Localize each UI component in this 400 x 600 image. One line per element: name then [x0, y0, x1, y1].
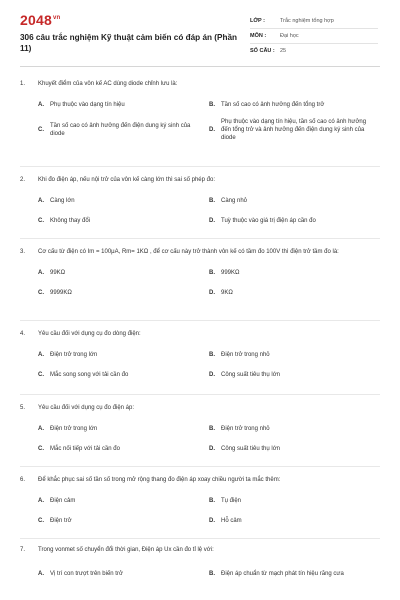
option-text: Công suất tiêu thụ lớn: [221, 446, 280, 452]
option-text: Mắc song song với tải cần đo: [50, 372, 129, 378]
question-3: [20, 248, 380, 303]
option-b[interactable]: [209, 95, 380, 115]
question-stem: [20, 176, 380, 185]
question-6: [20, 476, 380, 531]
option-text: Tần số cao có ảnh hưởng đến tổng trở: [221, 102, 325, 108]
question-number: 4.: [20, 331, 26, 337]
option-d[interactable]: [209, 439, 380, 459]
option-letter: D.: [209, 372, 215, 378]
option-letter: B.: [209, 270, 215, 276]
meta-label: LỚP :: [250, 18, 265, 24]
option-letter: A.: [38, 571, 44, 577]
meta-row-count: [250, 44, 378, 58]
option-letter: C.: [38, 446, 44, 452]
option-text: Càng lớn: [50, 198, 75, 204]
option-text: 9KΩ: [221, 290, 233, 296]
meta-label: MÔN :: [250, 33, 267, 39]
option-list: [38, 345, 380, 385]
question-7: [20, 546, 380, 589]
question-number: 5.: [20, 405, 26, 411]
question-2: [20, 176, 380, 231]
option-d[interactable]: [209, 115, 380, 145]
question-stem: [20, 330, 380, 339]
option-text: Hỗ cảm: [221, 518, 242, 524]
question-stem: [20, 476, 380, 485]
option-text: Vị trí con trượt trên biến trở: [50, 571, 123, 577]
question-text: Để khắc phục sai số tần số trong mở rộng thang đo điện áp xoay chiều người ta mắc thêm:: [38, 477, 281, 483]
question-5: [20, 404, 380, 459]
option-d[interactable]: [209, 211, 380, 231]
option-a[interactable]: [38, 345, 209, 365]
question-1: [20, 80, 380, 145]
option-text: Điện trở trong lớn: [50, 426, 98, 432]
option-b[interactable]: [209, 263, 380, 283]
option-letter: A.: [38, 498, 44, 504]
option-c[interactable]: [38, 439, 209, 459]
option-list: [38, 263, 380, 303]
question-number: 3.: [20, 249, 26, 255]
option-d[interactable]: [209, 365, 380, 385]
document-title: 306 câu trắc nghiệm Kỹ thuật cảm biến có đáp án (Phần 11): [20, 33, 238, 53]
option-list: [38, 559, 380, 589]
option-text: Phụ thuộc vào dạng tín hiệu: [50, 102, 125, 108]
option-a[interactable]: [38, 263, 209, 283]
logo-text: 2048: [20, 12, 52, 28]
option-letter: A.: [38, 352, 44, 358]
question-text: Khi đo điện áp, nếu nội trở của vôn kế càng lớn thì sai số phép đo:: [38, 177, 215, 183]
option-text: Mắc nối tiếp với tải cần đo: [50, 446, 120, 452]
question-text: Yêu cầu đối với dụng cụ đo dòng điện:: [38, 331, 141, 337]
option-text: Điện trở: [50, 518, 72, 524]
option-letter: B.: [209, 198, 215, 204]
option-a[interactable]: [38, 419, 209, 439]
option-text: Điện trở trong nhỏ: [221, 426, 270, 432]
option-d[interactable]: [209, 511, 380, 531]
option-letter: D.: [209, 446, 215, 452]
question-number: 1.: [20, 81, 26, 87]
option-letter: B.: [209, 498, 215, 504]
option-text: Không thay đổi: [50, 218, 91, 224]
option-text: Phụ thuộc vào dạng tín hiệu, tần số cao có ảnh hưởng đến tổng trở và ảnh hưởng đến điện dung ký sinh của diode: [221, 119, 367, 141]
option-letter: B.: [209, 571, 215, 577]
question-text: Trong vonmet số chuyển đổi thời gian, Điện áp Ux cần đo tỉ lệ với:: [38, 547, 214, 553]
option-c[interactable]: [38, 283, 209, 303]
option-b[interactable]: [209, 491, 380, 511]
meta-value: Trắc nghiệm tổng hợp: [280, 18, 334, 24]
option-letter: A.: [38, 426, 44, 432]
option-text: Điện cảm: [50, 498, 76, 504]
option-list: [38, 491, 380, 531]
option-text: 99KΩ: [50, 270, 66, 276]
option-list: [38, 419, 380, 459]
option-text: Điện trở trong nhỏ: [221, 352, 270, 358]
question-divider: [20, 394, 380, 395]
question-number: 6.: [20, 477, 26, 483]
option-letter: C.: [38, 127, 44, 133]
option-letter: C.: [38, 290, 44, 296]
option-letter: A.: [38, 102, 44, 108]
option-b[interactable]: [209, 191, 380, 211]
question-text: Cơ cấu từ điện có Im = 100μA, Rm= 1KΩ , để cơ cấu này trở thành vôn kế có tầm đo 100V thì điện trở tầm đo là:: [38, 249, 339, 255]
option-letter: A.: [38, 198, 44, 204]
question-divider: [20, 466, 380, 467]
option-letter: A.: [38, 270, 44, 276]
option-letter: D.: [209, 218, 215, 224]
option-c[interactable]: [38, 365, 209, 385]
question-stem: [20, 546, 380, 555]
option-letter: D.: [209, 290, 215, 296]
option-text: Điện trở trong lớn: [50, 352, 98, 358]
option-a[interactable]: [38, 95, 209, 115]
option-letter: C.: [38, 518, 44, 524]
option-text: 999KΩ: [221, 270, 240, 276]
option-letter: D.: [209, 127, 215, 133]
question-divider: [20, 538, 380, 539]
logo-suffix: vn: [52, 15, 61, 22]
option-text: Tần số cao có ảnh hưởng đến điện dung ký sinh của diode: [50, 123, 191, 137]
option-letter: B.: [209, 102, 215, 108]
question-stem: [20, 404, 380, 413]
site-logo[interactable]: [20, 12, 60, 28]
option-text: Công suất tiêu thụ lớn: [221, 372, 280, 378]
option-a[interactable]: [38, 491, 209, 511]
option-b[interactable]: [209, 419, 380, 439]
meta-row-class: [250, 14, 378, 29]
option-letter: C.: [38, 218, 44, 224]
question-divider: [20, 238, 380, 239]
question-number: 7.: [20, 547, 26, 553]
question-divider: [20, 320, 380, 321]
option-letter: B.: [209, 352, 215, 358]
question-4: [20, 330, 380, 385]
option-c[interactable]: [38, 211, 209, 231]
option-b[interactable]: [209, 345, 380, 365]
document-meta: [250, 14, 378, 58]
question-stem: [20, 80, 380, 89]
option-letter: D.: [209, 518, 215, 524]
header-divider: [20, 66, 380, 67]
meta-row-subject: [250, 29, 378, 44]
option-a[interactable]: [38, 559, 209, 589]
option-text: Điện áp chuẩn từ mạch phát tín hiệu răng cưa: [221, 571, 344, 577]
option-text: 9999KΩ: [50, 290, 72, 296]
option-list: [38, 95, 380, 145]
option-c[interactable]: [38, 511, 209, 531]
meta-value: Đại học: [280, 33, 299, 39]
option-b[interactable]: [209, 559, 380, 589]
option-list: [38, 191, 380, 231]
option-text: Càng nhỏ: [221, 198, 248, 204]
question-text: Khuyết điểm của vôn kế AC dùng diode chỉnh lưu là:: [38, 81, 178, 87]
option-letter: C.: [38, 372, 44, 378]
option-letter: B.: [209, 426, 215, 432]
option-c[interactable]: [38, 115, 209, 145]
option-text: Tụ điện: [221, 498, 242, 504]
option-text: Tuỳ thuộc vào giá trị điện áp cần đo: [221, 218, 316, 224]
question-divider: [20, 166, 380, 167]
question-stem: [20, 248, 380, 257]
option-a[interactable]: [38, 191, 209, 211]
question-number: 2.: [20, 177, 26, 183]
question-text: Yêu cầu đối với dụng cụ đo điện áp:: [38, 405, 135, 411]
option-d[interactable]: [209, 283, 380, 303]
meta-label: SỐ CÂU :: [250, 48, 275, 54]
meta-value: 25: [280, 48, 287, 54]
